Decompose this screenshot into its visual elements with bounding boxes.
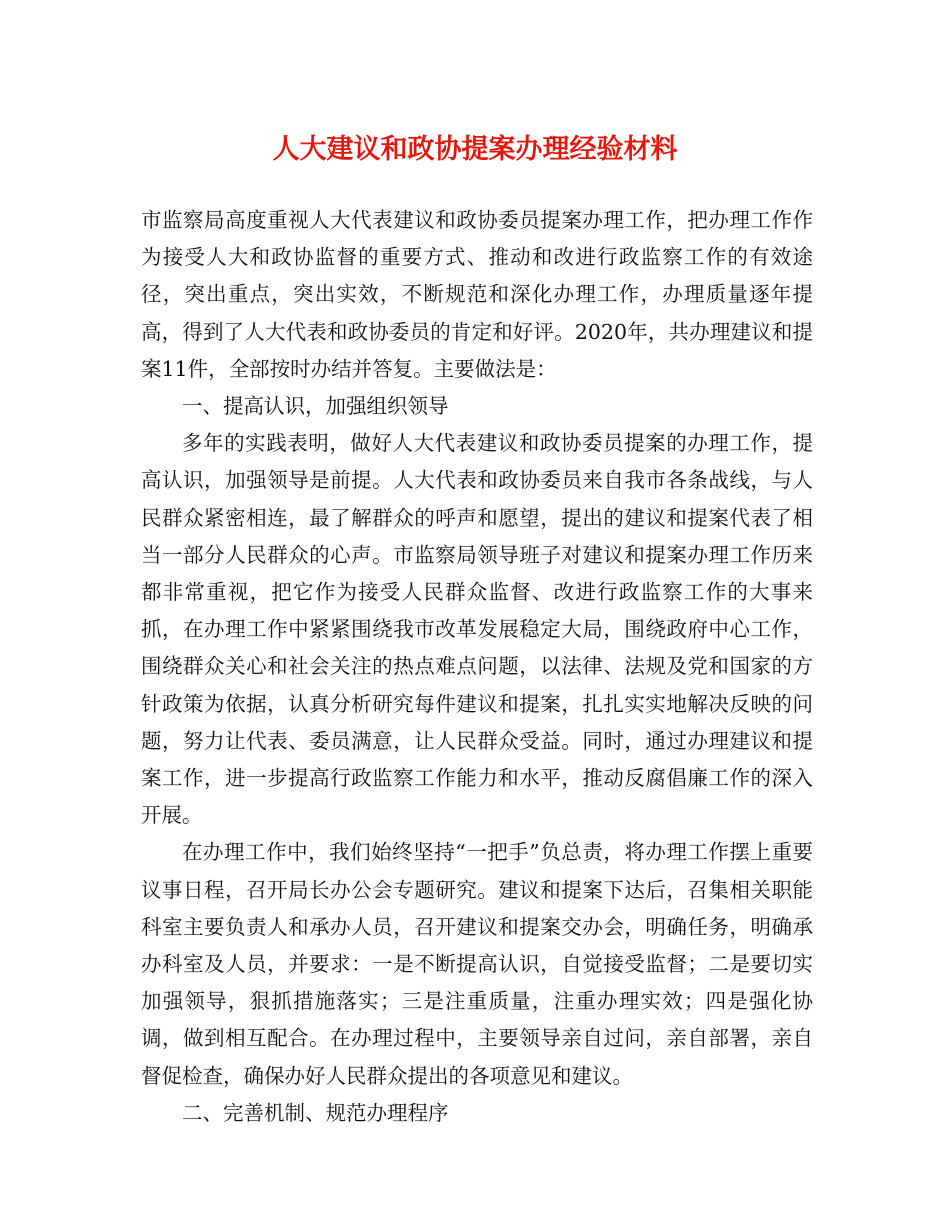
- section-heading-2: 二、完善机制、规范办理程序: [182, 1100, 449, 1125]
- document-body: [141, 202, 813, 1132]
- section-heading-1: 一、提高认识，加强组织领导: [182, 394, 449, 419]
- paragraph-section-1-b: 在办理工作中，我们始终坚持“一把手”负总责，将办理工作摆上重要议事日程，召开局长办公会专题研究。建议和提案下达后，召集相关职能科室主要负责人和承办人员，召开建议和提案交办会，明确任务，明确承办科室及人员，并要求：一是不断提高认识，自觉接受监督；二是要切实加强领导，狠抓措施落实；三是注重质量，注重办理实效；四是强化协调，做到相互配合。在办理过程中，主要领导亲自过问，亲自部署，亲自督促检查，确保办好人民群众提出的各项意见和建议。: [141, 840, 813, 1088]
- paragraph-intro: 市监察局高度重视人大代表建议和政协委员提案办理工作，把办理工作作为接受人大和政协监督的重要方式、推动和改进行政监察工作的有效途径，突出重点，突出实效，不断规范和深化办理工作，办理质量逐年提高，得到了人大代表和政协委员的肯定和好评。2020年，共办理建议和提案11件，全部按时办结并答复。主要做法是：: [141, 208, 813, 381]
- document-title: 人大建议和政协提案办理经验材料: [272, 134, 678, 165]
- paragraph-section-1-a: 多年的实践表明，做好人大代表建议和政协委员提案的办理工作，提高认识，加强领导是前提。人大代表和政协委员来自我市各条战线，与人民群众紧密相连，最了解群众的呼声和愿望，提出的建议和提案代表了相当一部分人民群众的心声。市监察局领导班子对建议和提案办理工作历来都非常重视，把它作为接受人民群众监督、改进行政监察工作的大事来抓，在办理工作中紧紧围绕我市改革发展稳定大局，围绕政府中心工作，围绕群众关心和社会关注的热点难点问题，以法律、法规及党和国家的方针政策为依据，认真分析研究每件建议和提案，扎扎实实地解决反映的问题，努力让代表、委员满意，让人民群众受益。同时，通过办理建议和提案工作，进一步提高行政监察工作能力和水平，推动反腐倡廉工作的深入开展。: [141, 431, 813, 828]
